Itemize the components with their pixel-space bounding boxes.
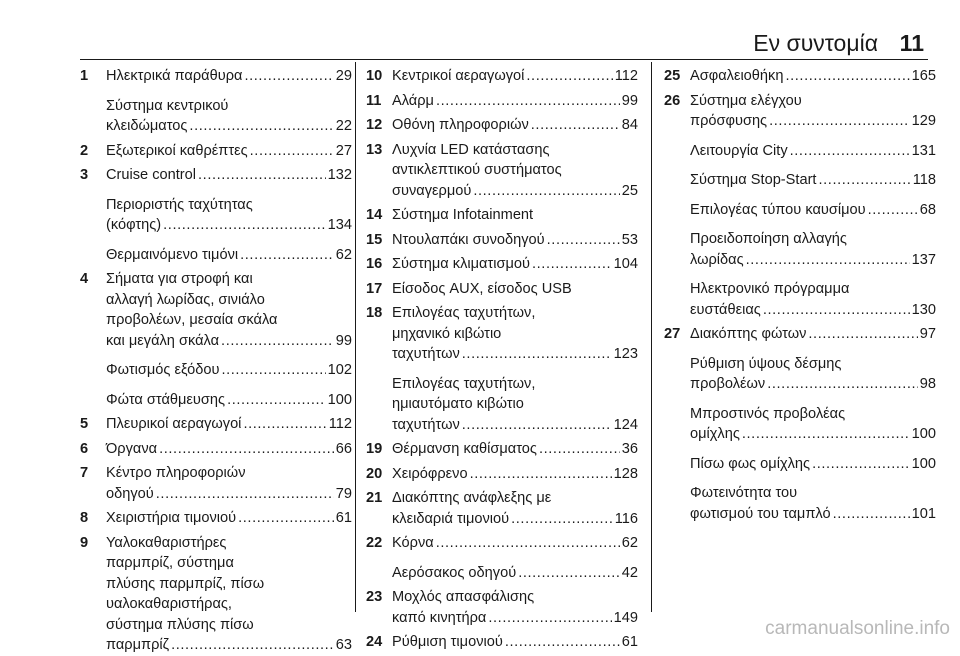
entry-page-number: 130	[911, 301, 936, 318]
entry-text: κλειδαριά τιμονιού	[392, 510, 510, 527]
leader-dots	[240, 245, 334, 266]
entry-number: 9	[80, 534, 89, 551]
entry-line	[106, 533, 352, 554]
entry-line	[690, 170, 936, 191]
entry-line	[106, 553, 352, 574]
entry-text: ημιαυτόματο κιβώτιο	[392, 396, 524, 412]
leader-dots	[518, 563, 620, 584]
index-entry	[664, 404, 936, 445]
entry-line	[106, 360, 352, 381]
entry-text: Φώτα στάθμευσης	[106, 391, 226, 408]
index-entry	[366, 205, 638, 226]
entry-text: Λυχνία LED κατάστασης	[392, 141, 550, 158]
entry-page-number: 123	[613, 346, 638, 362]
leader-dots	[238, 508, 334, 529]
leader-dots	[819, 170, 911, 191]
entry-text: Λειτουργία City	[690, 142, 788, 159]
entry-number: 27	[664, 326, 681, 342]
leader-dots	[767, 374, 918, 395]
entry-text: Προειδοποίηση αλλαγής	[690, 231, 847, 247]
page-header	[80, 26, 928, 60]
leader-dots	[868, 200, 918, 221]
entry-page-number: 165	[911, 68, 936, 84]
leader-dots	[790, 141, 910, 162]
entry-text: Αερόσακος οδηγού	[392, 564, 517, 581]
entry-line	[690, 504, 936, 525]
entry-line	[392, 91, 638, 112]
leader-dots	[462, 344, 612, 365]
index-entry	[80, 439, 352, 460]
entry-page-number: 63	[335, 637, 352, 653]
index-entry	[366, 66, 638, 87]
leader-dots	[250, 141, 334, 162]
entry-text: Μοχλός απασφάλισης	[392, 589, 535, 605]
entry-page-number: 100	[911, 426, 936, 442]
entry-text: Κόρνα	[392, 535, 434, 551]
entry-line	[690, 424, 936, 445]
entry-number: 19	[366, 441, 383, 457]
entry-text: σύστημα πλύσης πίσω	[106, 616, 254, 633]
entry-text: Περιοριστής ταχύτητας	[106, 196, 253, 213]
leader-dots	[171, 635, 334, 656]
leader-dots	[526, 66, 612, 87]
leader-dots	[511, 509, 613, 530]
entry-text: Ρύθμιση ύψους δέσμης	[690, 355, 842, 372]
entry-line	[392, 509, 638, 530]
entry-page-number: 98	[919, 376, 936, 392]
entry-number: 16	[366, 256, 383, 272]
column-divider	[651, 62, 652, 612]
leader-dots	[539, 439, 620, 460]
entry-line	[690, 250, 936, 271]
entry-line	[392, 160, 638, 181]
entry-page-number: 104	[613, 256, 638, 272]
entry-number: 20	[366, 465, 383, 482]
entry-number: 23	[366, 589, 383, 605]
entry-line	[392, 464, 638, 485]
entry-line	[106, 414, 352, 435]
entry-page-number: 118	[912, 172, 936, 188]
entry-text: Κεντρικοί αεραγωγοί	[392, 68, 525, 84]
entry-line	[106, 165, 352, 186]
entry-page-number: 128	[613, 465, 638, 482]
entry-line	[392, 533, 638, 554]
entry-text: κλειδώματος	[106, 118, 188, 134]
entry-number: 26	[664, 92, 681, 109]
entry-line	[106, 310, 352, 331]
entry-line	[106, 116, 352, 137]
leader-dots	[812, 454, 910, 475]
leader-dots	[159, 439, 334, 460]
index-entry	[80, 245, 352, 266]
leader-dots	[532, 254, 612, 275]
entry-line	[392, 324, 638, 345]
entry-line	[106, 66, 352, 87]
entry-text: συναγερμού	[392, 182, 472, 199]
entry-line	[690, 66, 936, 87]
entry-line	[106, 390, 352, 411]
entry-text: Είσοδος AUX, είσοδος USB	[392, 280, 572, 297]
index-entry	[80, 463, 352, 504]
entry-text: Πλευρικοί αεραγωγοί	[106, 416, 242, 432]
entry-number: 11	[366, 92, 382, 109]
entry-page-number: 124	[613, 416, 638, 433]
entry-line	[392, 279, 638, 300]
entry-number: 5	[80, 416, 89, 432]
entry-text: Διακόπτης φώτων	[690, 326, 807, 342]
index-entry	[366, 374, 638, 436]
entry-page-number: 68	[919, 201, 936, 218]
leader-dots	[436, 533, 620, 554]
entry-line	[392, 439, 638, 460]
entry-text: φωτισμού του ταμπλό	[690, 505, 831, 522]
entry-line	[392, 415, 638, 436]
index-entry	[366, 230, 638, 251]
index-entry	[80, 141, 352, 162]
entry-line	[106, 215, 352, 236]
entry-text: Επιλογέας ταχυτήτων,	[392, 375, 536, 392]
entry-text: Επιλογέας ταχυτήτων,	[392, 305, 536, 321]
entry-page-number: 116	[614, 510, 638, 527]
entry-text: λωρίδας	[690, 251, 744, 268]
watermark: carmanualsonline.info	[765, 618, 950, 639]
entry-text: παρμπρίζ	[106, 637, 170, 653]
entry-number: 24	[366, 634, 383, 650]
index-entry	[80, 533, 352, 656]
entry-page-number: 99	[621, 92, 638, 109]
entry-line	[690, 229, 936, 250]
entry-number: 10	[366, 68, 383, 84]
entry-number: 3	[80, 167, 89, 183]
entry-line	[106, 484, 352, 505]
entry-text: Μπροστινός προβολέας	[690, 405, 846, 422]
index-entry	[366, 464, 638, 485]
index-entry	[664, 483, 936, 524]
entry-number: 14	[366, 207, 383, 223]
entry-line	[106, 331, 352, 352]
index-entry	[366, 563, 638, 584]
entry-line	[106, 508, 352, 529]
index-entry	[664, 229, 936, 270]
column-divider	[355, 62, 356, 612]
entry-page-number: 42	[621, 564, 638, 581]
leader-dots	[473, 181, 619, 202]
entry-text: ταχυτήτων	[392, 416, 460, 433]
entry-page-number: 132	[327, 167, 352, 183]
entry-line	[392, 66, 638, 87]
entry-text: Θέρμανση καθίσματος	[392, 441, 537, 457]
index-entry	[366, 140, 638, 202]
entry-number: 25	[664, 68, 681, 84]
entry-text: προβολέων	[690, 376, 766, 392]
index-entry	[664, 324, 936, 345]
entry-text: Χειρόφρενο	[392, 465, 468, 482]
entry-page-number: 137	[911, 251, 936, 268]
entry-text: Ασφαλειοθήκη	[690, 68, 784, 84]
index-column-3	[664, 62, 936, 524]
entry-line	[106, 290, 352, 311]
index-column-2	[366, 62, 638, 653]
entry-line	[106, 269, 352, 290]
leader-dots	[221, 331, 334, 352]
entry-text: (κόφτης)	[106, 217, 162, 233]
leader-dots	[505, 632, 620, 653]
index-entry	[366, 488, 638, 529]
entry-page-number: 79	[335, 485, 352, 502]
entry-text: Σύστημα Infotainment	[392, 207, 534, 223]
entry-line	[690, 279, 936, 300]
entry-line	[392, 205, 638, 226]
entry-text: Σύστημα ελέγχου	[690, 92, 802, 109]
leader-dots	[221, 360, 325, 381]
index-entry	[80, 390, 352, 411]
leader-dots	[436, 91, 620, 112]
index-entry	[366, 303, 638, 365]
index-entry	[664, 66, 936, 87]
entry-text: καπό κινητήρα	[392, 609, 487, 626]
entry-page-number: 102	[327, 362, 352, 378]
entry-text: Σήματα για στροφή και	[106, 271, 253, 287]
entry-line	[392, 608, 638, 629]
page-number: 11	[899, 30, 924, 56]
entry-page-number: 84	[621, 117, 638, 133]
entry-text: Φωτισμός εξόδου	[106, 362, 220, 378]
leader-dots	[470, 464, 612, 485]
leader-dots	[742, 424, 910, 445]
index-entry	[80, 195, 352, 236]
entry-number: 4	[80, 271, 89, 287]
entry-text: Ηλεκτρονικό πρόγραμμα	[690, 281, 850, 297]
entry-line	[106, 635, 352, 656]
entry-page-number: 131	[911, 142, 936, 159]
entry-page-number: 149	[613, 609, 638, 626]
entry-text: και μεγάλη σκάλα	[106, 332, 220, 349]
entry-line	[106, 96, 352, 117]
entry-text: μηχανικό κιβώτιο	[392, 325, 502, 342]
entry-line	[690, 300, 936, 321]
entry-line	[690, 111, 936, 132]
leader-dots	[547, 230, 620, 251]
leader-dots	[769, 111, 910, 132]
entry-line	[690, 454, 936, 475]
entry-number: 21	[366, 490, 383, 506]
index-entry	[80, 66, 352, 87]
index-entry	[664, 91, 936, 132]
entry-page-number: 66	[335, 440, 352, 457]
entry-line	[392, 394, 638, 415]
entry-text: αντικλεπτικού συστήματος	[392, 162, 562, 178]
leader-dots	[163, 215, 326, 236]
entry-page-number: 61	[335, 510, 352, 526]
entry-page-number: 134	[327, 217, 352, 233]
entry-text: υαλοκαθαριστήρας,	[106, 596, 232, 612]
leader-dots	[488, 608, 611, 629]
index-entry	[80, 96, 352, 137]
entry-text: ευστάθειας	[690, 301, 761, 318]
entry-page-number: 62	[621, 535, 638, 551]
entry-line	[392, 344, 638, 365]
entry-text: Σύστημα κεντρικού	[106, 97, 229, 114]
index-entry	[664, 354, 936, 395]
entry-line	[392, 254, 638, 275]
index-entry	[80, 360, 352, 381]
leader-dots	[189, 116, 333, 137]
entry-page-number: 36	[621, 441, 638, 457]
header-rule	[80, 59, 928, 60]
entry-text: Cruise control	[106, 167, 197, 183]
entry-page-number: 97	[919, 326, 936, 342]
entry-line	[392, 303, 638, 324]
entry-text: παρμπρίζ, σύστημα	[106, 555, 234, 571]
entry-number: 18	[366, 305, 383, 321]
entry-line	[690, 354, 936, 375]
index-entry	[664, 170, 936, 191]
leader-dots	[244, 66, 333, 87]
entry-line	[106, 245, 352, 266]
entry-number: 8	[80, 510, 89, 526]
leader-dots	[198, 165, 326, 186]
leader-dots	[531, 115, 620, 136]
leader-dots	[785, 66, 909, 87]
entry-line	[690, 324, 936, 345]
entry-line	[690, 141, 936, 162]
entry-line	[392, 632, 638, 653]
entry-line	[106, 195, 352, 216]
entry-text: Φωτεινότητα του	[690, 485, 798, 501]
entry-line	[690, 483, 936, 504]
index-entry	[366, 439, 638, 460]
entry-text: Επιλογέας τύπου καυσίμου	[690, 201, 866, 218]
index-entry	[366, 587, 638, 628]
entry-text: οδηγού	[106, 485, 154, 502]
index-entry	[80, 165, 352, 186]
entry-text: αλλαγή λωρίδας, σινιάλο	[106, 291, 265, 308]
entry-text: πλύσης παρμπρίζ, πίσω	[106, 575, 265, 592]
entry-text: Οθόνη πληροφοριών	[392, 117, 529, 133]
entry-page-number: 100	[327, 391, 352, 408]
entry-number: 7	[80, 465, 89, 481]
entry-number: 15	[366, 231, 383, 248]
entry-page-number: 61	[621, 634, 638, 650]
entry-line	[392, 587, 638, 608]
entry-line	[392, 488, 638, 509]
index-entry	[80, 414, 352, 435]
entry-line	[690, 91, 936, 112]
entry-page-number: 129	[911, 113, 936, 129]
entry-page-number: 22	[335, 118, 352, 134]
entry-line	[106, 439, 352, 460]
entry-line	[106, 463, 352, 484]
entry-page-number: 112	[328, 416, 352, 432]
entry-number: 13	[366, 141, 383, 158]
entry-line	[106, 594, 352, 615]
entry-text: ομίχλης	[690, 426, 740, 442]
index-entry	[366, 533, 638, 554]
entry-text: Σύστημα Stop-Start	[690, 172, 817, 188]
index-entry	[664, 141, 936, 162]
index-entry	[366, 254, 638, 275]
entry-line	[690, 404, 936, 425]
index-entry	[664, 200, 936, 221]
entry-page-number: 27	[335, 142, 352, 159]
entry-line	[392, 140, 638, 161]
entry-page-number: 25	[621, 182, 638, 199]
index-entry	[366, 279, 638, 300]
entry-number: 17	[366, 280, 383, 297]
index-entry	[80, 508, 352, 529]
entry-text: Σύστημα κλιματισμού	[392, 256, 530, 272]
entry-line	[392, 115, 638, 136]
entry-number: 6	[80, 440, 89, 457]
leader-dots	[156, 484, 334, 505]
leader-dots	[227, 390, 326, 411]
entry-text: Ρύθμιση τιμονιού	[392, 634, 503, 650]
entry-text: Ηλεκτρικά παράθυρα	[106, 68, 243, 84]
index-column-1	[80, 62, 352, 656]
entry-text: Διακόπτης ανάφλεξης με	[392, 490, 552, 506]
entry-page-number: 62	[335, 246, 352, 263]
entry-text: Ντουλαπάκι συνοδηγού	[392, 231, 545, 248]
leader-dots	[808, 324, 917, 345]
index-entry	[366, 632, 638, 653]
entry-number: 1	[80, 68, 89, 84]
page-title: Εν συντομία	[753, 30, 878, 56]
entry-line	[392, 230, 638, 251]
index-entry	[664, 279, 936, 320]
entry-text: πρόσφυσης	[690, 113, 768, 129]
entry-page-number: 53	[621, 231, 638, 248]
entry-text: Αλάρμ	[392, 92, 434, 109]
leader-dots	[833, 504, 910, 525]
leader-dots	[243, 414, 326, 435]
index-entry	[366, 115, 638, 136]
index-entry	[366, 91, 638, 112]
entry-line	[106, 574, 352, 595]
entry-page-number: 29	[335, 68, 352, 84]
entry-page-number: 100	[911, 455, 936, 472]
entry-line	[690, 374, 936, 395]
entry-page-number: 99	[335, 332, 352, 349]
leader-dots	[763, 300, 910, 321]
entry-number: 12	[366, 117, 383, 133]
entry-line	[392, 181, 638, 202]
entry-text: προβολέων, μεσαία σκάλα	[106, 312, 278, 328]
entry-number: 22	[366, 535, 383, 551]
entry-page-number: 112	[614, 68, 638, 84]
leader-dots	[462, 415, 612, 436]
entry-line	[106, 141, 352, 162]
entry-line	[392, 563, 638, 584]
entry-line	[690, 200, 936, 221]
entry-text: Πίσω φως ομίχλης	[690, 455, 811, 472]
entry-line	[392, 374, 638, 395]
entry-number: 2	[80, 142, 89, 159]
entry-text: Υαλοκαθαριστήρες	[106, 534, 227, 551]
entry-text: Χειριστήρια τιμονιού	[106, 510, 237, 526]
entry-line	[106, 615, 352, 636]
entry-text: Όργανα	[106, 440, 158, 457]
entry-page-number: 101	[911, 505, 936, 522]
entry-text: Θερμαινόμενο τιμόνι	[106, 246, 239, 263]
index-entry	[80, 269, 352, 351]
index-entry	[664, 454, 936, 475]
entry-text: Κέντρο πληροφοριών	[106, 465, 246, 481]
entry-text: Εξωτερικοί καθρέπτες	[106, 142, 248, 159]
leader-dots	[746, 250, 910, 271]
entry-text: ταχυτήτων	[392, 346, 460, 362]
